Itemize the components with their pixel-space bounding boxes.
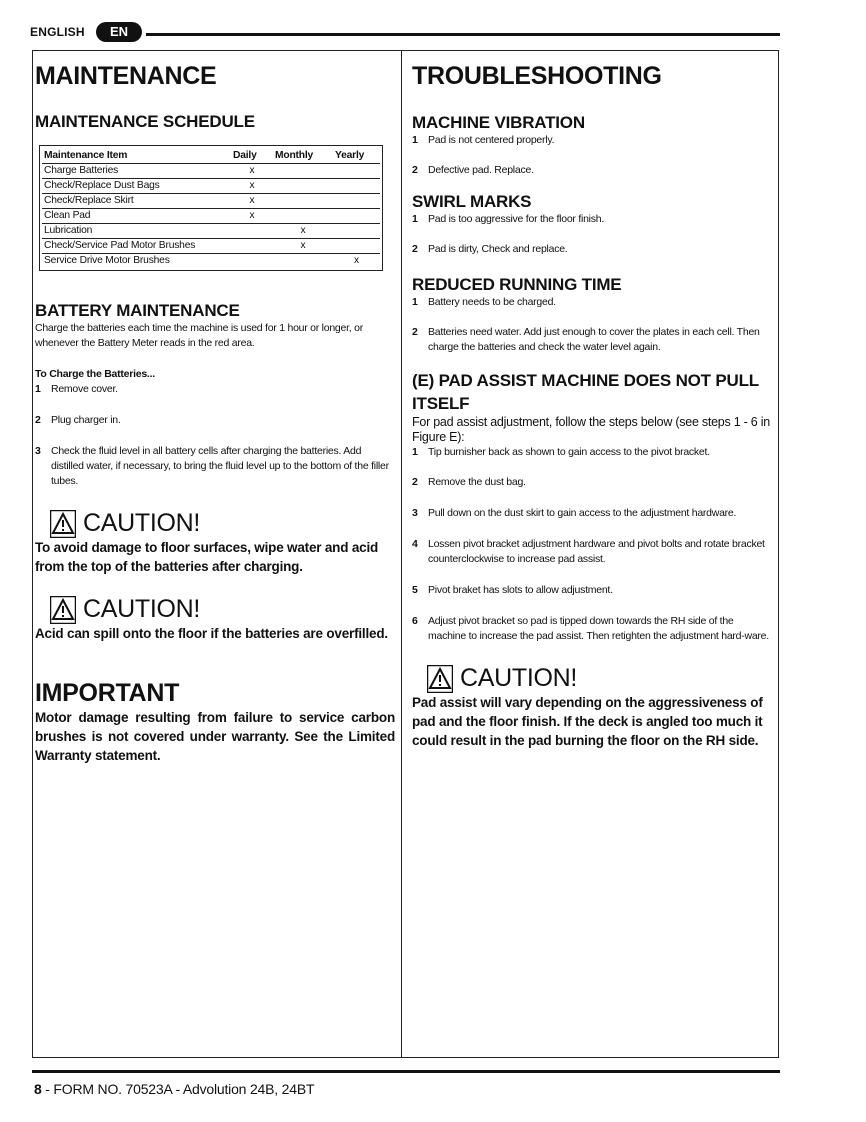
step-number: 5 xyxy=(412,584,418,596)
step-text: Plug charger in. xyxy=(51,414,121,426)
maintenance-title: MAINTENANCE xyxy=(35,62,217,90)
list-item xyxy=(412,506,774,521)
swirl-marks-heading: SWIRL MARKS xyxy=(412,192,532,211)
step-text: Pad is dirty, Check and replace. xyxy=(428,243,568,255)
caution-banner xyxy=(427,664,774,693)
maintenance-schedule-table xyxy=(39,145,383,271)
footer-rule xyxy=(32,1070,780,1073)
step-text: Pad is too aggressive for the floor finish. xyxy=(428,213,605,225)
table-cell: x xyxy=(273,224,333,239)
step-text: Pivot braket has slots to allow adjustment. xyxy=(428,584,613,596)
step-number: 1 xyxy=(412,446,418,458)
step-text: Lossen pivot bracket adjustment hardware and pivot bolts and rotate bracket counterclockwise to increase pad assist. xyxy=(428,538,765,565)
step-text: Tip burnisher back as shown to gain access to the pivot bracket. xyxy=(428,446,710,458)
step-number: 1 xyxy=(412,134,418,146)
reduced-running-time-heading: REDUCED RUNNING TIME xyxy=(412,275,622,294)
column-header: Daily xyxy=(231,148,273,164)
table-row xyxy=(42,239,380,254)
step-number: 1 xyxy=(35,383,41,395)
table-row xyxy=(42,164,380,179)
list-item xyxy=(35,413,395,428)
caution-text: Acid can spill onto the floor if the batteries are overfilled. xyxy=(35,626,388,641)
table-cell: Service Drive Motor Brushes xyxy=(44,255,170,266)
step-number: 6 xyxy=(412,615,418,627)
maintenance-schedule-heading: MAINTENANCE SCHEDULE xyxy=(35,112,255,131)
list-item xyxy=(35,382,395,397)
list-item xyxy=(412,537,774,567)
battery-maintenance-heading: BATTERY MAINTENANCE xyxy=(35,301,240,320)
table-cell xyxy=(231,254,273,269)
battery-maintenance-intro: Charge the batteries each time the machine is used for 1 hour or longer, or whenever the Battery Meter reads in the red area. xyxy=(35,322,363,349)
table-cell xyxy=(333,239,380,254)
column-header: Monthly xyxy=(273,148,333,164)
step-text: Battery needs to be charged. xyxy=(428,296,556,308)
table-cell: x xyxy=(231,164,273,179)
step-number: 2 xyxy=(412,243,418,255)
header-rule xyxy=(146,33,780,36)
table-row xyxy=(42,254,380,269)
table-row xyxy=(42,209,380,224)
table-cell xyxy=(333,179,380,194)
step-number: 2 xyxy=(35,414,41,426)
maintenance-column xyxy=(35,50,395,765)
step-number: 3 xyxy=(35,445,41,457)
troubleshooting-column xyxy=(412,50,774,750)
table-cell: x xyxy=(354,255,359,266)
table-cell: x xyxy=(231,179,273,194)
step-text: Adjust pivot bracket so pad is tipped down towards the RH side of the machine to increase the pad assist. Then retighten the adjustment hard-ware. xyxy=(428,615,769,642)
step-number: 2 xyxy=(412,164,418,176)
form-number: - FORM NO. 70523A - Advolution 24B, 24BT xyxy=(41,1081,315,1097)
list-item xyxy=(412,614,774,644)
table-cell xyxy=(273,209,333,224)
table-cell xyxy=(273,179,333,194)
table-row xyxy=(42,194,380,209)
warning-triangle-icon xyxy=(50,596,76,624)
pad-assist-intro: For pad assist adjustment, follow the steps below (see steps 1 - 6 in Figure E): xyxy=(412,415,770,444)
table-cell xyxy=(231,239,273,254)
caution-label: CAUTION! xyxy=(460,664,578,692)
step-text: Remove cover. xyxy=(51,383,118,395)
table-row xyxy=(42,224,380,239)
list-item xyxy=(412,242,774,257)
important-heading: IMPORTANT xyxy=(35,679,180,707)
warning-triangle-icon xyxy=(427,665,453,693)
caution-banner xyxy=(50,509,395,538)
table-cell: x xyxy=(231,209,273,224)
list-item xyxy=(412,325,774,355)
table-cell: Check/Replace Skirt xyxy=(42,194,231,209)
column-header: Maintenance Item xyxy=(42,148,231,164)
step-number: 4 xyxy=(412,538,418,550)
table-cell: x xyxy=(273,239,333,254)
table-cell: x xyxy=(231,194,273,209)
table-cell xyxy=(333,164,380,179)
column-divider xyxy=(401,50,402,1058)
step-text: Remove the dust bag. xyxy=(428,476,526,488)
list-item xyxy=(412,475,774,490)
step-number: 1 xyxy=(412,213,418,225)
step-number: 3 xyxy=(412,507,418,519)
list-item xyxy=(412,163,774,178)
table-cell xyxy=(231,224,273,239)
page-number: 8 xyxy=(34,1081,42,1097)
list-item xyxy=(412,212,774,227)
step-text: Defective pad. Replace. xyxy=(428,164,534,176)
important-text: Motor damage resulting from failure to service carbon brushes is not covered under warranty. See the Limited Warranty statement. xyxy=(35,710,395,763)
caution-text: Pad assist will vary depending on the aggressiveness of pad and the floor finish. If the deck is angled too much it could result in the pad burning the floor on the RH side. xyxy=(412,695,763,748)
step-text: Pull down on the dust skirt to gain access to the adjustment hardware. xyxy=(428,507,737,519)
step-text: Pad is not centered properly. xyxy=(428,134,555,146)
list-item xyxy=(412,445,774,460)
table-cell: Charge Batteries xyxy=(42,164,231,179)
step-text: Batteries need water. Add just enough to cover the plates in each cell. Then charge the batteries and check the water level again. xyxy=(428,326,760,353)
charge-batteries-subheading: To Charge the Batteries... xyxy=(35,368,155,380)
caution-label: CAUTION! xyxy=(83,509,201,537)
step-number: 2 xyxy=(412,326,418,338)
list-item xyxy=(35,444,395,489)
troubleshooting-title: TROUBLESHOOTING xyxy=(412,62,662,90)
list-item xyxy=(412,133,774,148)
table-header-row xyxy=(42,148,380,164)
language-label: ENGLISH xyxy=(30,25,85,39)
step-number: 2 xyxy=(412,476,418,488)
column-header: Yearly xyxy=(333,148,380,164)
table-cell xyxy=(333,209,380,224)
caution-text: To avoid damage to floor surfaces, wipe water and acid from the top of the batteries after charging. xyxy=(35,540,379,574)
table-cell xyxy=(333,224,380,239)
machine-vibration-heading: MACHINE VIBRATION xyxy=(412,113,585,132)
table-cell xyxy=(273,164,333,179)
table-cell xyxy=(333,194,380,209)
table-cell: Check/Service Pad Motor Brushes xyxy=(42,239,231,254)
table-cell: Lubrication xyxy=(42,224,231,239)
language-badge: EN xyxy=(96,22,142,42)
table-row xyxy=(42,179,380,194)
caution-banner xyxy=(50,595,395,624)
step-number: 1 xyxy=(412,296,418,308)
page-footer xyxy=(34,1081,314,1097)
list-item xyxy=(412,583,774,598)
pad-assist-heading: (E) PAD ASSIST MACHINE DOES NOT PULL ITSELF xyxy=(412,371,759,413)
step-text: Check the fluid level in all battery cells after charging the batteries. Add distilled water, if necessary, to bring the fluid level up to the bottom of the filler tubes. xyxy=(51,445,389,487)
table-cell xyxy=(273,194,333,209)
table-cell: Clean Pad xyxy=(42,209,231,224)
table-cell xyxy=(273,254,333,269)
table-cell: Check/Replace Dust Bags xyxy=(42,179,231,194)
list-item xyxy=(412,295,774,310)
warning-triangle-icon xyxy=(50,510,76,538)
caution-label: CAUTION! xyxy=(83,595,201,623)
